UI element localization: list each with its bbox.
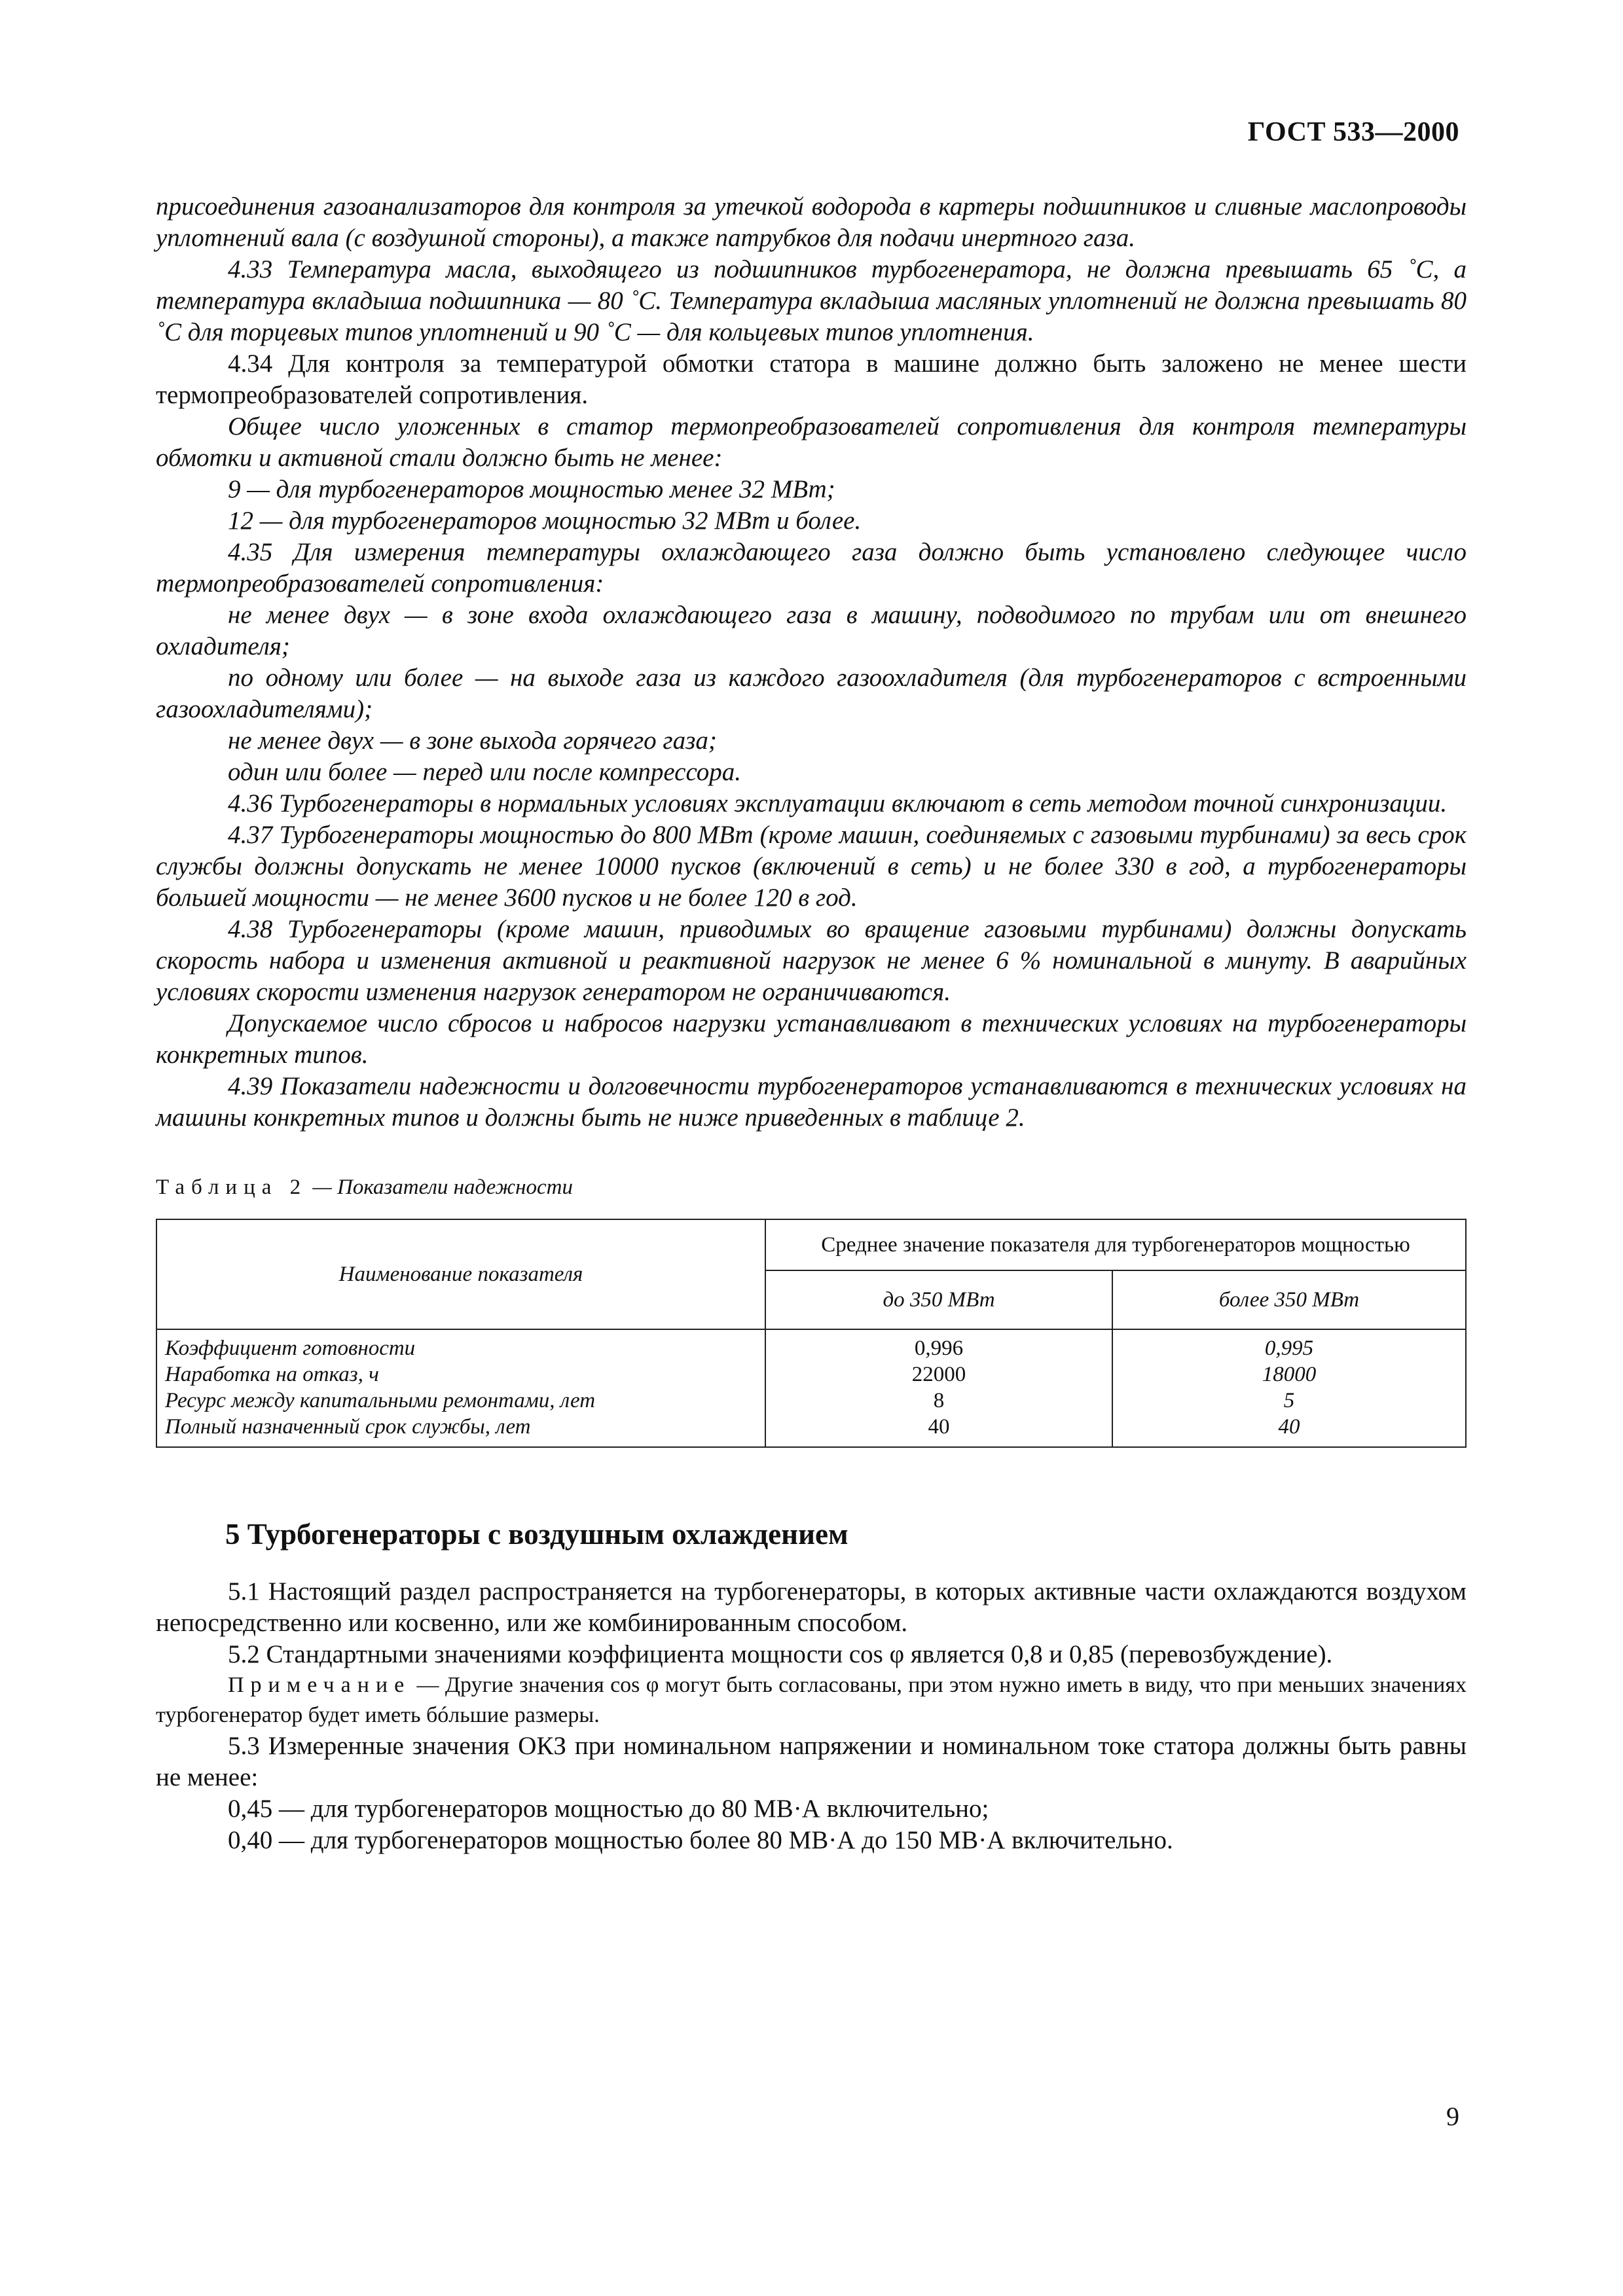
values-over-350-cell xyxy=(1112,1329,1466,1447)
note xyxy=(156,1670,1467,1731)
table-cell: Полный назначенный срок службы, лет xyxy=(165,1415,531,1439)
table-cell: 22000 xyxy=(911,1363,966,1386)
paragraph-4-37: 4.37 Турбогенераторы мощностью до 800 МВт (кроме машин, соединяемых с газовыми турбинами) за весь срок службы должны допускать не менее 10000 пусков (включений в сеть) и не более 330 в год, а турбогенераторы большей мощности — не менее 3600 пусков и не более 120 в год. xyxy=(156,821,1467,912)
column-header-up-to-350: до 350 МВт xyxy=(765,1270,1112,1329)
paragraph-5-2: 5.2 Стандартными значениями коэффициента мощности cos φ является 0,8 и 0,85 (перевозбуждение). xyxy=(228,1640,1333,1668)
column-header-group: Среднее значение показателя для турбогенераторов мощностью xyxy=(765,1219,1466,1270)
page-number: 9 xyxy=(1446,2102,1459,2131)
table-cell: Коэффициент готовности xyxy=(165,1336,416,1360)
paragraph-continuation: присоединения газоанализаторов для контроля за утечкой водорода в картеры подшипников и сливные маслопроводы уплотнений вала (с воздушной стороны), а также патрубков для подачи инертного газа. xyxy=(156,192,1467,252)
table-cell: 0,995 xyxy=(1264,1336,1314,1360)
table-body-row xyxy=(156,1329,1466,1447)
table-caption xyxy=(156,1174,1467,1200)
note-text: — Другие значения cos φ могут быть согласованы, при этом нужно иметь в виду, что при меньших значениях турбогенератор будет иметь бóльшие размеры. xyxy=(156,1673,1467,1727)
reliability-table xyxy=(156,1219,1467,1448)
paragraph-4-38: 4.38 Турбогенераторы (кроме машин, приводимых во вращение газовыми турбинами) должны допускать скорость набора и изменения активной и реактивной нагрузок не менее 6 % номинальной в минуту. В аварийных условиях скорости изменения нагрузок генератором не ограничиваются. xyxy=(156,915,1467,1006)
list-item: не менее двух — в зоне выхода горячего газа; xyxy=(228,726,717,755)
paragraph-5-1: 5.1 Настоящий раздел распространяется на турбогенераторы, в которых активные части охлаждаются воздухом непосредственно или косвенно, или же комбинированным способом. xyxy=(156,1577,1467,1637)
table-cell: 5 xyxy=(1283,1389,1295,1412)
list-item: по одному или более — на выходе газа из каждого газоохладителя (для турбогенераторов с встроенными газоохладителями); xyxy=(156,664,1467,723)
table-cell: 18000 xyxy=(1262,1363,1317,1386)
table-caption-label: Таблица 2 xyxy=(156,1175,308,1199)
table-cell: Наработка на отказ, ч xyxy=(165,1363,379,1386)
list-item: 0,40 — для турбогенераторов мощностью более 80 МВ·А до 150 МВ·А включительно. xyxy=(228,1826,1173,1854)
table-cell: 40 xyxy=(928,1415,950,1439)
note-label: Примечание xyxy=(228,1673,411,1697)
section-5-heading: 5 Турбогенераторы с воздушным охлаждением xyxy=(225,1518,848,1551)
paragraph-4-34: 4.34 Для контроля за температурой обмотки статора в машине должно быть заложено не менее шести термопреобразователей сопротивления. xyxy=(156,350,1467,409)
paragraph-4-39: 4.39 Показатели надежности и долговечности турбогенераторов устанавливаются в технических условиях на машины конкретных типов и должны быть не ниже приведенных в таблице 2. xyxy=(156,1072,1467,1132)
table-cell: 40 xyxy=(1278,1415,1300,1439)
table-caption-title: — Показатели надежности xyxy=(312,1175,573,1199)
values-up-to-350-cell xyxy=(765,1329,1112,1447)
table-cell: 0,996 xyxy=(914,1336,964,1360)
list-item: 12 — для турбогенераторов мощностью 32 МВт и более. xyxy=(228,507,862,535)
document-header: ГОСТ 533—2000 xyxy=(1247,117,1459,147)
paragraph-5-3: 5.3 Измеренные значения ОКЗ при номинальном напряжении и номинальном токе статора должны быть равны не менее: xyxy=(156,1732,1467,1791)
table-cell: Ресурс между капитальными ремонтами, лет xyxy=(165,1389,596,1412)
paragraph-4-35: 4.35 Для измерения температуры охлаждающего газа должно быть установлено следующее число термопреобразователей сопротивления: xyxy=(156,538,1467,598)
list-item: не менее двух — в зоне входа охлаждающего газа в машину, подводимого по трубам или от внешнего охладителя; xyxy=(156,601,1467,660)
document-body xyxy=(156,191,1467,1856)
paragraph-4-33: 4.33 Температура масла, выходящего из подшипников турбогенератора, не должна превышать 65 ˚C, а температура вкладыша подшипника — 80 ˚C. Температура вкладыша масляных уплотнений не должна превышать 80 ˚C для торцевых типов уплотнений и 90 ˚C — для кольцевых типов уплотнения. xyxy=(156,255,1467,346)
indicator-names-cell xyxy=(156,1329,765,1447)
list-item: 9 — для турбогенераторов мощностью менее 32 МВт; xyxy=(228,475,835,503)
table-header-row xyxy=(156,1219,1466,1270)
column-header-over-350: более 350 МВт xyxy=(1112,1270,1466,1329)
column-header-name: Наименование показателя xyxy=(156,1219,765,1329)
paragraph-4-36: 4.36 Турбогенераторы в нормальных условиях эксплуатации включают в сеть методом точной синхронизации. xyxy=(228,789,1448,817)
list-item: 0,45 — для турбогенераторов мощностью до 80 МВ·А включительно; xyxy=(228,1795,989,1823)
table-cell: 8 xyxy=(933,1389,945,1412)
list-item: один или более — перед или после компрессора. xyxy=(228,758,742,786)
paragraph-load-changes: Допускаемое число сбросов и набросов нагрузки устанавливают в технических условиях на турбогенераторы конкретных типов. xyxy=(156,1009,1467,1069)
paragraph-total-sensors: Общее число уложенных в статор термопреобразователей сопротивления для контроля температуры обмотки и активной стали должно быть не менее: xyxy=(156,412,1467,472)
